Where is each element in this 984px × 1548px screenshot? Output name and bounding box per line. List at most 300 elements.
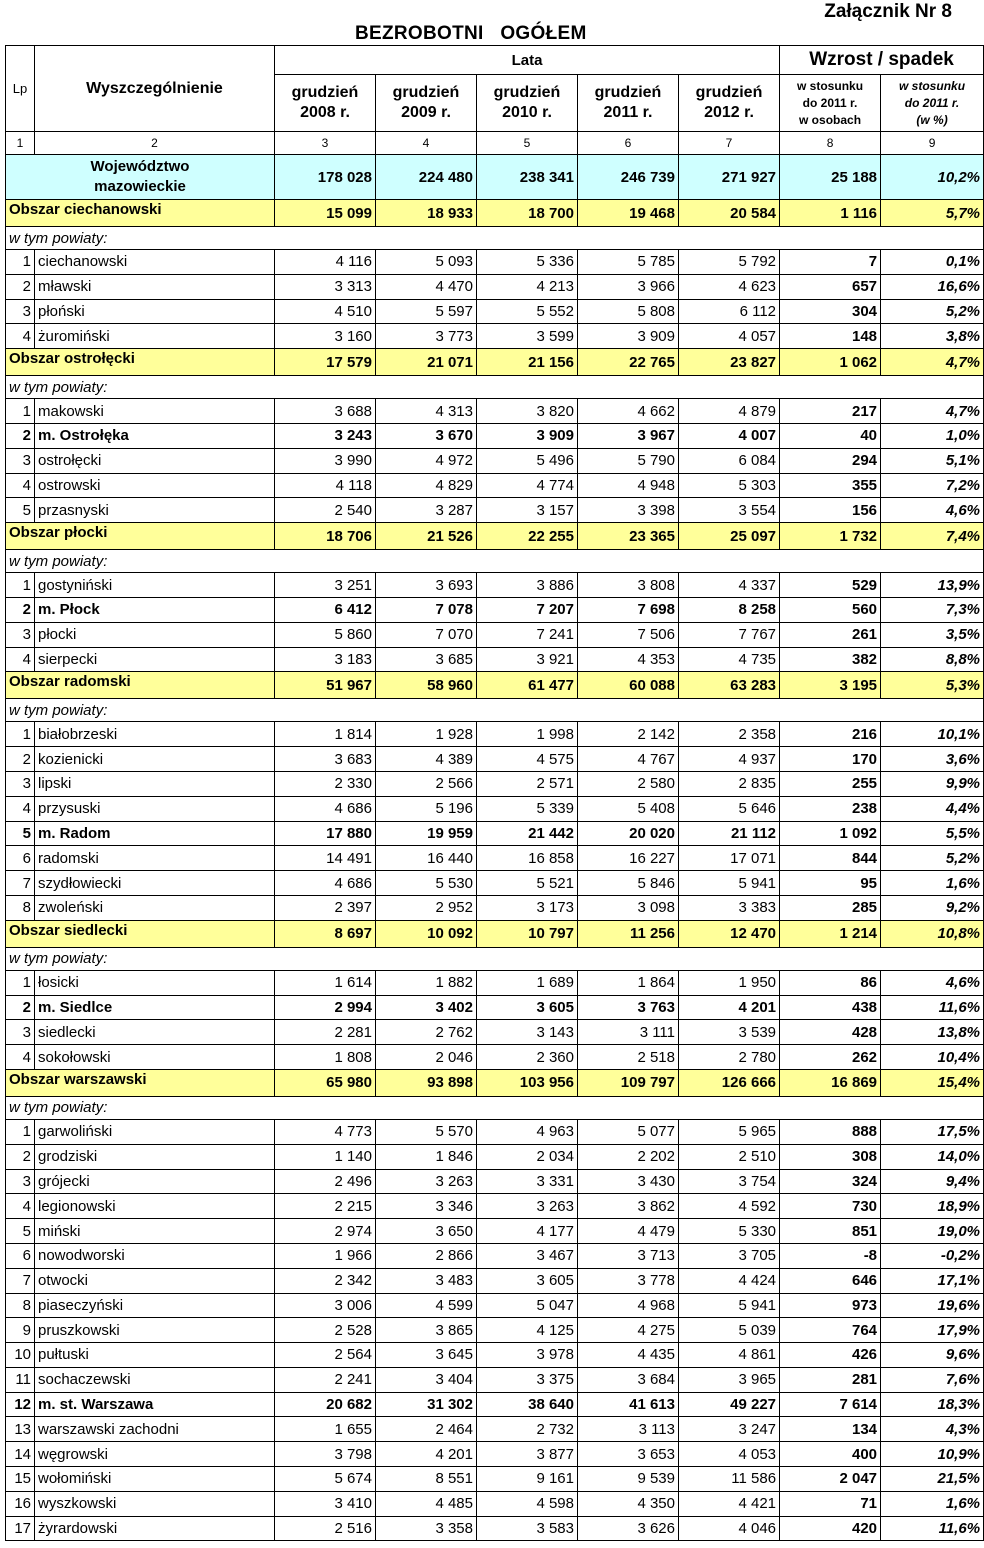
row-value: 9,2% xyxy=(881,895,984,920)
row-value: 657 xyxy=(780,274,881,299)
area-value: 21 071 xyxy=(376,349,477,376)
row-lp: 1 xyxy=(6,722,35,747)
row-name: grójecki xyxy=(35,1169,275,1194)
table-row xyxy=(6,871,984,896)
region-value: 271 927 xyxy=(679,155,780,200)
row-value: 5 674 xyxy=(275,1467,376,1492)
column-number: 2 xyxy=(35,132,275,155)
table-row xyxy=(6,573,984,598)
row-value: 3,8% xyxy=(881,324,984,349)
row-value: 420 xyxy=(780,1516,881,1541)
table-row xyxy=(6,846,984,871)
region-value: 246 739 xyxy=(578,155,679,200)
area-row xyxy=(6,523,984,550)
region-value: 25 188 xyxy=(780,155,881,200)
header-change-abs: w stosunku do 2011 r. w osobach xyxy=(780,75,881,132)
row-name: makowski xyxy=(35,399,275,424)
row-value: 426 xyxy=(780,1343,881,1368)
row-value: 3 404 xyxy=(376,1367,477,1392)
row-value: 4 937 xyxy=(679,747,780,772)
row-name: żuromiński xyxy=(35,324,275,349)
row-value: 31 302 xyxy=(376,1392,477,1417)
row-value: 238 xyxy=(780,796,881,821)
row-value: 3 554 xyxy=(679,498,780,523)
row-value: 2 281 xyxy=(275,1020,376,1045)
subheading-row xyxy=(6,376,984,399)
row-value: 4 879 xyxy=(679,399,780,424)
area-value: 61 477 xyxy=(477,672,578,699)
area-value: 23 827 xyxy=(679,349,780,376)
row-name: m. Ostrołęka xyxy=(35,423,275,448)
column-numbers-row xyxy=(6,132,984,155)
table-row xyxy=(6,895,984,920)
row-name: grodziski xyxy=(35,1144,275,1169)
table-row xyxy=(6,722,984,747)
row-value: 5 965 xyxy=(679,1119,780,1144)
column-number: 8 xyxy=(780,132,881,155)
row-value: 5 790 xyxy=(578,448,679,473)
table-row xyxy=(6,448,984,473)
row-value: 4 972 xyxy=(376,448,477,473)
row-value: 5 039 xyxy=(679,1318,780,1343)
row-value: 3 410 xyxy=(275,1491,376,1516)
area-value: 109 797 xyxy=(578,1069,679,1096)
row-lp: 7 xyxy=(6,1268,35,1293)
row-lp: 9 xyxy=(6,1318,35,1343)
table-row xyxy=(6,995,984,1020)
subheading-label: w tym powiaty: xyxy=(6,699,984,722)
row-value: 3 313 xyxy=(275,274,376,299)
page-title: BEZROBOTNI OGÓŁEM xyxy=(355,23,587,44)
row-value: 17,1% xyxy=(881,1268,984,1293)
row-name: sierpecki xyxy=(35,647,275,672)
row-value: 4 774 xyxy=(477,473,578,498)
row-lp: 16 xyxy=(6,1491,35,1516)
row-value: 7 506 xyxy=(578,622,679,647)
row-name: przasnyski xyxy=(35,498,275,523)
row-value: 2 528 xyxy=(275,1318,376,1343)
header-year: grudzień 2011 r. xyxy=(578,75,679,132)
row-value: 3 862 xyxy=(578,1194,679,1219)
row-value: 3,6% xyxy=(881,747,984,772)
row-value: 5 196 xyxy=(376,796,477,821)
row-value: 4 963 xyxy=(477,1119,578,1144)
row-value: 261 xyxy=(780,622,881,647)
row-name: m. Radom xyxy=(35,821,275,846)
row-value: 3 693 xyxy=(376,573,477,598)
row-value: 428 xyxy=(780,1020,881,1045)
area-value: 21 156 xyxy=(477,349,578,376)
row-value: 2 215 xyxy=(275,1194,376,1219)
row-value: 17,9% xyxy=(881,1318,984,1343)
row-name: płoński xyxy=(35,299,275,324)
row-value: 5 941 xyxy=(679,1293,780,1318)
row-value: 3 605 xyxy=(477,995,578,1020)
row-value: 3 098 xyxy=(578,895,679,920)
row-value: 4 350 xyxy=(578,1491,679,1516)
row-value: 4,6% xyxy=(881,970,984,995)
row-value: 2 142 xyxy=(578,722,679,747)
row-lp: 5 xyxy=(6,821,35,846)
row-value: 5 552 xyxy=(477,299,578,324)
row-name: radomski xyxy=(35,846,275,871)
row-value: 17 880 xyxy=(275,821,376,846)
subheading-row xyxy=(6,227,984,250)
row-lp: 3 xyxy=(6,1169,35,1194)
row-value: 1 655 xyxy=(275,1417,376,1442)
row-value: 86 xyxy=(780,970,881,995)
row-value: 5 646 xyxy=(679,796,780,821)
row-value: 2 047 xyxy=(780,1467,881,1492)
row-lp: 13 xyxy=(6,1417,35,1442)
area-value: 1 062 xyxy=(780,349,881,376)
row-value: 3,5% xyxy=(881,622,984,647)
row-value: 1 998 xyxy=(477,722,578,747)
table-row xyxy=(6,423,984,448)
subheading-label: w tym powiaty: xyxy=(6,1096,984,1119)
row-value: 1,6% xyxy=(881,871,984,896)
row-value: 3 113 xyxy=(578,1417,679,1442)
area-value: 3 195 xyxy=(780,672,881,699)
row-value: 148 xyxy=(780,324,881,349)
table-row xyxy=(6,1119,984,1144)
area-name: Obszar ciechanowski xyxy=(6,200,275,227)
row-value: 16,6% xyxy=(881,274,984,299)
header-year: grudzień 2009 r. xyxy=(376,75,477,132)
row-value: 49 227 xyxy=(679,1392,780,1417)
area-value: 10 092 xyxy=(376,920,477,947)
row-value: 5,5% xyxy=(881,821,984,846)
area-value: 103 956 xyxy=(477,1069,578,1096)
row-value: 2 566 xyxy=(376,771,477,796)
row-name: szydłowiecki xyxy=(35,871,275,896)
row-value: 3 173 xyxy=(477,895,578,920)
table-row xyxy=(6,1392,984,1417)
row-lp: 5 xyxy=(6,498,35,523)
subheading-row xyxy=(6,1096,984,1119)
row-value: 7 078 xyxy=(376,597,477,622)
row-value: -8 xyxy=(780,1243,881,1268)
area-row xyxy=(6,200,984,227)
row-lp: 17 xyxy=(6,1516,35,1541)
row-value: 5 846 xyxy=(578,871,679,896)
row-value: 888 xyxy=(780,1119,881,1144)
table-row xyxy=(6,250,984,275)
row-value: 3 398 xyxy=(578,498,679,523)
row-name: warszawski zachodni xyxy=(35,1417,275,1442)
table-row xyxy=(6,1343,984,1368)
row-value: 4 829 xyxy=(376,473,477,498)
row-value: 4 421 xyxy=(679,1491,780,1516)
table-row xyxy=(6,597,984,622)
row-value: 3 778 xyxy=(578,1268,679,1293)
row-value: 1 614 xyxy=(275,970,376,995)
row-lp: 1 xyxy=(6,250,35,275)
row-value: 13,8% xyxy=(881,1020,984,1045)
area-row xyxy=(6,920,984,947)
row-value: 355 xyxy=(780,473,881,498)
row-value: 4 968 xyxy=(578,1293,679,1318)
area-value: 5,7% xyxy=(881,200,984,227)
row-value: 11,6% xyxy=(881,995,984,1020)
table-row xyxy=(6,970,984,995)
area-value: 1 732 xyxy=(780,523,881,550)
row-lp: 4 xyxy=(6,647,35,672)
row-value: 3 539 xyxy=(679,1020,780,1045)
table-row xyxy=(6,1442,984,1467)
row-name: nowodworski xyxy=(35,1243,275,1268)
row-value: 4 275 xyxy=(578,1318,679,1343)
row-value: 2 952 xyxy=(376,895,477,920)
table-row xyxy=(6,647,984,672)
row-value: 3 688 xyxy=(275,399,376,424)
row-name: białobrzeski xyxy=(35,722,275,747)
row-value: 5 339 xyxy=(477,796,578,821)
row-value: 19 959 xyxy=(376,821,477,846)
row-value: 1 808 xyxy=(275,1045,376,1070)
row-value: 170 xyxy=(780,747,881,772)
subheading-row xyxy=(6,947,984,970)
row-value: 3 402 xyxy=(376,995,477,1020)
area-value: 18 706 xyxy=(275,523,376,550)
row-value: 4 479 xyxy=(578,1219,679,1244)
row-value: 156 xyxy=(780,498,881,523)
row-value: 5 941 xyxy=(679,871,780,896)
row-name: wyszkowski xyxy=(35,1491,275,1516)
table-row xyxy=(6,1491,984,1516)
row-lp: 2 xyxy=(6,597,35,622)
row-value: 2 835 xyxy=(679,771,780,796)
row-value: 3 990 xyxy=(275,448,376,473)
row-value: 3 650 xyxy=(376,1219,477,1244)
row-name: sokołowski xyxy=(35,1045,275,1070)
row-value: 3 763 xyxy=(578,995,679,1020)
row-value: 5 597 xyxy=(376,299,477,324)
row-value: 3 877 xyxy=(477,1442,578,1467)
table-row xyxy=(6,1367,984,1392)
table-row xyxy=(6,1020,984,1045)
row-value: 3 966 xyxy=(578,274,679,299)
row-value: 4 389 xyxy=(376,747,477,772)
row-value: 7 070 xyxy=(376,622,477,647)
row-lp: 7 xyxy=(6,871,35,896)
row-value: 3 909 xyxy=(477,423,578,448)
region-value: 224 480 xyxy=(376,155,477,200)
row-value: 4 735 xyxy=(679,647,780,672)
row-value: 3 383 xyxy=(679,895,780,920)
row-value: 4 007 xyxy=(679,423,780,448)
column-number: 5 xyxy=(477,132,578,155)
area-value: 23 365 xyxy=(578,523,679,550)
row-value: 3 965 xyxy=(679,1367,780,1392)
area-value: 19 468 xyxy=(578,200,679,227)
table-row xyxy=(6,324,984,349)
row-value: 11 586 xyxy=(679,1467,780,1492)
row-value: 3 921 xyxy=(477,647,578,672)
row-lp: 6 xyxy=(6,1243,35,1268)
row-name: piaseczyński xyxy=(35,1293,275,1318)
row-value: 14 491 xyxy=(275,846,376,871)
row-lp: 4 xyxy=(6,473,35,498)
row-value: 764 xyxy=(780,1318,881,1343)
row-value: 4 598 xyxy=(477,1491,578,1516)
row-value: 5 077 xyxy=(578,1119,679,1144)
column-number: 4 xyxy=(376,132,477,155)
row-value: 1 814 xyxy=(275,722,376,747)
row-value: 5 303 xyxy=(679,473,780,498)
row-value: 2 034 xyxy=(477,1144,578,1169)
area-value: 22 255 xyxy=(477,523,578,550)
area-value: 18 700 xyxy=(477,200,578,227)
header-years-group: Lata xyxy=(275,46,780,75)
row-value: 285 xyxy=(780,895,881,920)
table-row xyxy=(6,1144,984,1169)
row-lp: 4 xyxy=(6,324,35,349)
row-name: żyrardowski xyxy=(35,1516,275,1541)
row-value: 4 686 xyxy=(275,796,376,821)
row-value: 3 705 xyxy=(679,1243,780,1268)
row-value: 5 530 xyxy=(376,871,477,896)
row-value: 7,2% xyxy=(881,473,984,498)
row-value: 4 767 xyxy=(578,747,679,772)
area-name: Obszar siedlecki xyxy=(6,920,275,947)
table-row xyxy=(6,1219,984,1244)
area-value: 18 933 xyxy=(376,200,477,227)
row-name: węgrowski xyxy=(35,1442,275,1467)
row-value: 3 909 xyxy=(578,324,679,349)
row-value: 2 571 xyxy=(477,771,578,796)
row-lp: 12 xyxy=(6,1392,35,1417)
row-value: 2 780 xyxy=(679,1045,780,1070)
row-value: 5 785 xyxy=(578,250,679,275)
row-lp: 1 xyxy=(6,573,35,598)
row-value: 7 xyxy=(780,250,881,275)
row-value: 4 125 xyxy=(477,1318,578,1343)
row-value: 2 046 xyxy=(376,1045,477,1070)
row-value: 382 xyxy=(780,647,881,672)
row-value: 7 698 xyxy=(578,597,679,622)
row-value: 21 112 xyxy=(679,821,780,846)
row-value: 4,7% xyxy=(881,399,984,424)
table-row xyxy=(6,1169,984,1194)
row-lp: 10 xyxy=(6,1343,35,1368)
row-value: 2 516 xyxy=(275,1516,376,1541)
row-value: 2 866 xyxy=(376,1243,477,1268)
row-value: 217 xyxy=(780,399,881,424)
row-value: 71 xyxy=(780,1491,881,1516)
row-value: 3 967 xyxy=(578,423,679,448)
row-value: 851 xyxy=(780,1219,881,1244)
row-name: ostrowski xyxy=(35,473,275,498)
area-value: 21 526 xyxy=(376,523,477,550)
header-change-pct: w stosunku do 2011 r. (w %) xyxy=(881,75,984,132)
row-value: 5 521 xyxy=(477,871,578,896)
row-value: 4 773 xyxy=(275,1119,376,1144)
row-value: 255 xyxy=(780,771,881,796)
row-value: 973 xyxy=(780,1293,881,1318)
row-value: 844 xyxy=(780,846,881,871)
region-value: 178 028 xyxy=(275,155,376,200)
row-value: 1 928 xyxy=(376,722,477,747)
row-value: 2 330 xyxy=(275,771,376,796)
row-value: 5 808 xyxy=(578,299,679,324)
header-change-group: Wzrost / spadek xyxy=(780,46,984,75)
row-value: 41 613 xyxy=(578,1392,679,1417)
row-value: 4 118 xyxy=(275,473,376,498)
row-value: 2 241 xyxy=(275,1367,376,1392)
row-value: 2 202 xyxy=(578,1144,679,1169)
row-name: pułtuski xyxy=(35,1343,275,1368)
row-value: 438 xyxy=(780,995,881,1020)
row-lp: 3 xyxy=(6,299,35,324)
row-value: 5 336 xyxy=(477,250,578,275)
row-lp: 3 xyxy=(6,448,35,473)
row-value: 7 207 xyxy=(477,597,578,622)
table-row xyxy=(6,1243,984,1268)
row-value: 4,3% xyxy=(881,1417,984,1442)
row-value: 3 483 xyxy=(376,1268,477,1293)
row-value: 4 948 xyxy=(578,473,679,498)
row-value: 10,1% xyxy=(881,722,984,747)
row-value: 5,2% xyxy=(881,299,984,324)
row-value: 10,9% xyxy=(881,1442,984,1467)
area-value: 16 869 xyxy=(780,1069,881,1096)
row-value: 3 243 xyxy=(275,423,376,448)
table-row xyxy=(6,1318,984,1343)
row-value: 7,3% xyxy=(881,597,984,622)
row-value: 4 592 xyxy=(679,1194,780,1219)
row-value: 646 xyxy=(780,1268,881,1293)
row-value: 9 161 xyxy=(477,1467,578,1492)
row-value: 1 689 xyxy=(477,970,578,995)
row-value: 6 084 xyxy=(679,448,780,473)
row-value: 2 510 xyxy=(679,1144,780,1169)
row-value: 4 116 xyxy=(275,250,376,275)
row-value: 4 575 xyxy=(477,747,578,772)
row-name: m. Siedlce xyxy=(35,995,275,1020)
row-value: 19,0% xyxy=(881,1219,984,1244)
row-value: 16 440 xyxy=(376,846,477,871)
row-lp: 4 xyxy=(6,1045,35,1070)
row-value: 4 177 xyxy=(477,1219,578,1244)
row-value: 21 442 xyxy=(477,821,578,846)
row-value: 38 640 xyxy=(477,1392,578,1417)
row-value: 17,5% xyxy=(881,1119,984,1144)
area-value: 12 470 xyxy=(679,920,780,947)
area-name: Obszar ostrołęcki xyxy=(6,349,275,376)
row-value: 5 047 xyxy=(477,1293,578,1318)
table-row xyxy=(6,498,984,523)
row-value: 3 626 xyxy=(578,1516,679,1541)
row-name: wołomiński xyxy=(35,1467,275,1492)
attachment-label: Załącznik Nr 8 xyxy=(824,1,952,22)
row-value: 4 662 xyxy=(578,399,679,424)
row-value: 18,9% xyxy=(881,1194,984,1219)
row-value: 6 112 xyxy=(679,299,780,324)
column-number: 7 xyxy=(679,132,780,155)
row-value: 4 201 xyxy=(376,1442,477,1467)
row-value: 4 046 xyxy=(679,1516,780,1541)
row-name: pruszkowski xyxy=(35,1318,275,1343)
row-value: 3 183 xyxy=(275,647,376,672)
row-value: 7 614 xyxy=(780,1392,881,1417)
row-value: 3 263 xyxy=(477,1194,578,1219)
area-value: 22 765 xyxy=(578,349,679,376)
unemployment-table xyxy=(5,45,984,1541)
row-value: 1 140 xyxy=(275,1144,376,1169)
row-value: 2 580 xyxy=(578,771,679,796)
row-value: 4 353 xyxy=(578,647,679,672)
